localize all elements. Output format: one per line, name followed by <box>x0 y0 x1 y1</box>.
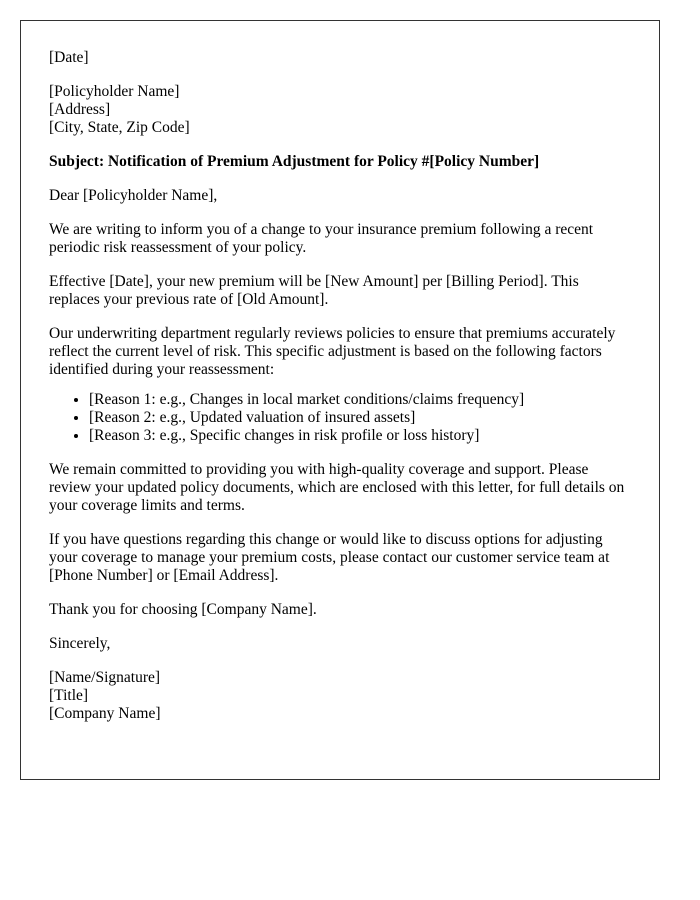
reason-item: • [Reason 1: e.g., Changes in local market conditions/claims frequency] <box>89 391 631 409</box>
letter-date: [Date] <box>49 49 89 66</box>
signature-block <box>49 669 631 723</box>
recipient-city-state-zip: [City, State, Zip Code] <box>49 119 190 136</box>
signature-title: [Title] <box>49 687 89 704</box>
salutation: Dear [Policyholder Name], <box>49 187 218 204</box>
signature-company: [Company Name] <box>49 705 161 722</box>
body-paragraph-underwriting: Our underwriting department regularly reviews policies to ensure that premiums accurately reflect the current level of risk. This specific adjustment is based on the following factors identified during your reassessment: <box>49 325 616 378</box>
reason-item: • [Reason 3: e.g., Specific changes in risk profile or loss history] <box>89 427 631 445</box>
recipient-address-block <box>49 83 631 137</box>
sign-off: Sincerely, <box>49 635 111 652</box>
signature-name: [Name/Signature] <box>49 669 161 686</box>
body-paragraph-thanks: Thank you for choosing [Company Name]. <box>49 601 317 618</box>
recipient-name: [Policyholder Name] <box>49 83 180 100</box>
recipient-address: [Address] <box>49 101 111 118</box>
reason-item: • [Reason 2: e.g., Updated valuation of insured assets] <box>89 409 631 427</box>
body-paragraph-intro: We are writing to inform you of a change to your insurance premium following a recent periodic risk reassessment of your policy. <box>49 221 594 256</box>
subject-line: Subject: Notification of Premium Adjustment for Policy #[Policy Number] <box>49 153 540 170</box>
reasons-list <box>49 391 631 445</box>
body-paragraph-contact: If you have questions regarding this change or would like to discuss options for adjusting your coverage to manage your premium costs, please contact our customer service team at [Phone Number] or [Email Address]. <box>49 531 610 584</box>
body-paragraph-commitment: We remain committed to providing you with high-quality coverage and support. Please review your updated policy documents, which are enclosed with this letter, for full details on your coverage limits and terms. <box>49 461 625 514</box>
letter-page <box>20 20 660 780</box>
body-paragraph-effective: Effective [Date], your new premium will be [New Amount] per [Billing Period]. This replaces your previous rate of [Old Amount]. <box>49 273 579 308</box>
